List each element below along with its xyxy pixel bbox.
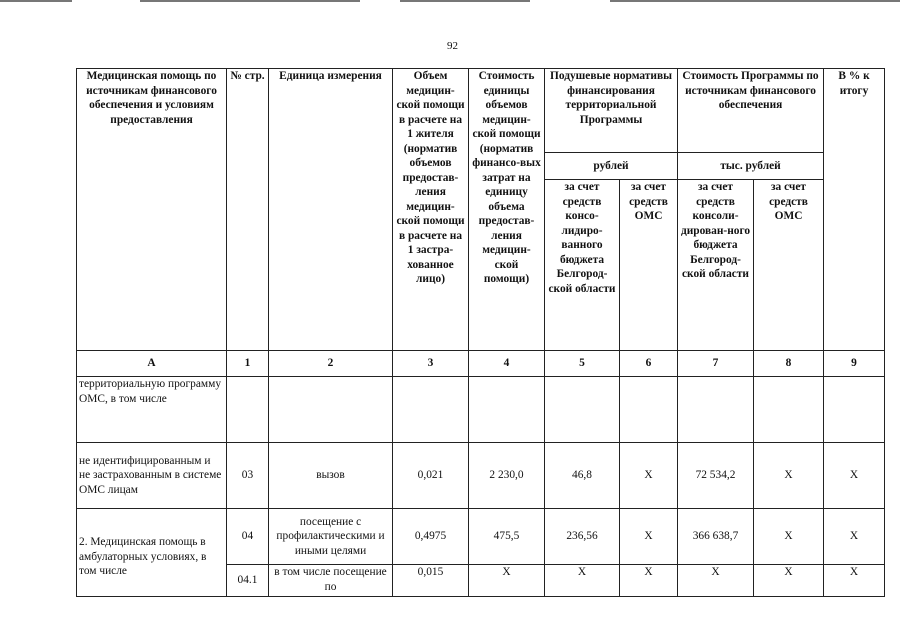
column-number: 3: [393, 351, 469, 377]
table-cell: [469, 377, 545, 443]
column-number: 1: [227, 351, 269, 377]
header-col-1: № стр.: [227, 69, 269, 351]
header-col-7: за счет средств консоли-дирован-ного бюджета Белгород-ской области: [678, 180, 754, 351]
unit-cell: посещение с профилактическими и иными целями: [269, 509, 393, 565]
header-row: [77, 69, 885, 153]
column-number: 9: [824, 351, 885, 377]
scan-top-line: [0, 0, 72, 2]
norm-budget-cell: 236,56: [545, 509, 620, 565]
norm-budget-cell: X: [545, 565, 620, 597]
row-number: 04.1: [227, 565, 269, 597]
column-number: 7: [678, 351, 754, 377]
row-number: 03: [227, 443, 269, 509]
column-number: 8: [754, 351, 824, 377]
table-row: [77, 443, 885, 509]
cost-budget-cell: X: [678, 565, 754, 597]
scan-top-line: [400, 0, 530, 2]
financing-table: [76, 68, 885, 597]
column-number: А: [77, 351, 227, 377]
header-col-3: Объем медицин-ской помощи в расчете на 1 жителя (норматив объемов предостав-ления медицин-ской помощи в расчете на 1 застра-хованное лицо): [393, 69, 469, 351]
column-number: 2: [269, 351, 393, 377]
header-group-cost: Стоимость Программы по источникам финансового обеспечения: [678, 69, 824, 153]
unit-cost-cell: 475,5: [469, 509, 545, 565]
percent-cell: X: [824, 443, 885, 509]
header-col-4: Стоимость единицы объемов медицин-ской помощи (норматив финансо-вых затрат на единицу объема предостав-ления медицин-ской помощи): [469, 69, 545, 351]
table-row: [77, 377, 885, 443]
norm-oms-cell: X: [620, 509, 678, 565]
row-number: 04: [227, 509, 269, 565]
table-cell: [227, 377, 269, 443]
unit-cost-cell: X: [469, 565, 545, 597]
scan-top-line: [610, 0, 900, 2]
table-cell: [754, 377, 824, 443]
table-cell: [545, 377, 620, 443]
header-col-9: В % к итогу: [824, 69, 885, 351]
volume-cell: 0,021: [393, 443, 469, 509]
row-label: 2. Медицинская помощь в амбулаторных условиях, в том числе: [77, 509, 227, 597]
norm-oms-cell: X: [620, 565, 678, 597]
unit-cell: в том числе посещение по: [269, 565, 393, 597]
header-col-8: за счет средств ОМС: [754, 180, 824, 351]
header-col-5: за счет средств консо-лидиро-ванного бюджета Белгород-ской области: [545, 180, 620, 351]
column-number-row: [77, 351, 885, 377]
norm-budget-cell: 46,8: [545, 443, 620, 509]
table-cell: [678, 377, 754, 443]
norm-oms-cell: X: [620, 443, 678, 509]
header-col-2: Единица измерения: [269, 69, 393, 351]
volume-cell: 0,4975: [393, 509, 469, 565]
header-cost-unit: тыс. рублей: [678, 153, 824, 180]
cost-oms-cell: X: [754, 443, 824, 509]
table-row: [77, 509, 885, 565]
column-number: 4: [469, 351, 545, 377]
header-group-norms: Подушевые нормативы финансирования территориальной Программы: [545, 69, 678, 153]
cost-oms-cell: X: [754, 565, 824, 597]
volume-cell: 0,015: [393, 565, 469, 597]
cost-oms-cell: X: [754, 509, 824, 565]
cost-budget-cell: 366 638,7: [678, 509, 754, 565]
row-label: не идентифицированным и не застрахованным в системе ОМС лицам: [77, 443, 227, 509]
column-number: 5: [545, 351, 620, 377]
table-cell: [393, 377, 469, 443]
table-cell: [824, 377, 885, 443]
column-number: 6: [620, 351, 678, 377]
row-label: территориальную программу ОМС, в том числе: [77, 377, 227, 443]
page-number: 92: [447, 40, 458, 52]
header-norms-unit: рублей: [545, 153, 678, 180]
table-cell: [269, 377, 393, 443]
table-cell: [620, 377, 678, 443]
header-col-a: Медицинская помощь по источникам финансового обеспечения и условиям предоставления: [77, 69, 227, 351]
unit-cost-cell: 2 230,0: [469, 443, 545, 509]
cost-budget-cell: 72 534,2: [678, 443, 754, 509]
percent-cell: X: [824, 509, 885, 565]
unit-cell: вызов: [269, 443, 393, 509]
percent-cell: X: [824, 565, 885, 597]
scan-top-line: [140, 0, 360, 2]
header-col-6: за счет средств ОМС: [620, 180, 678, 351]
